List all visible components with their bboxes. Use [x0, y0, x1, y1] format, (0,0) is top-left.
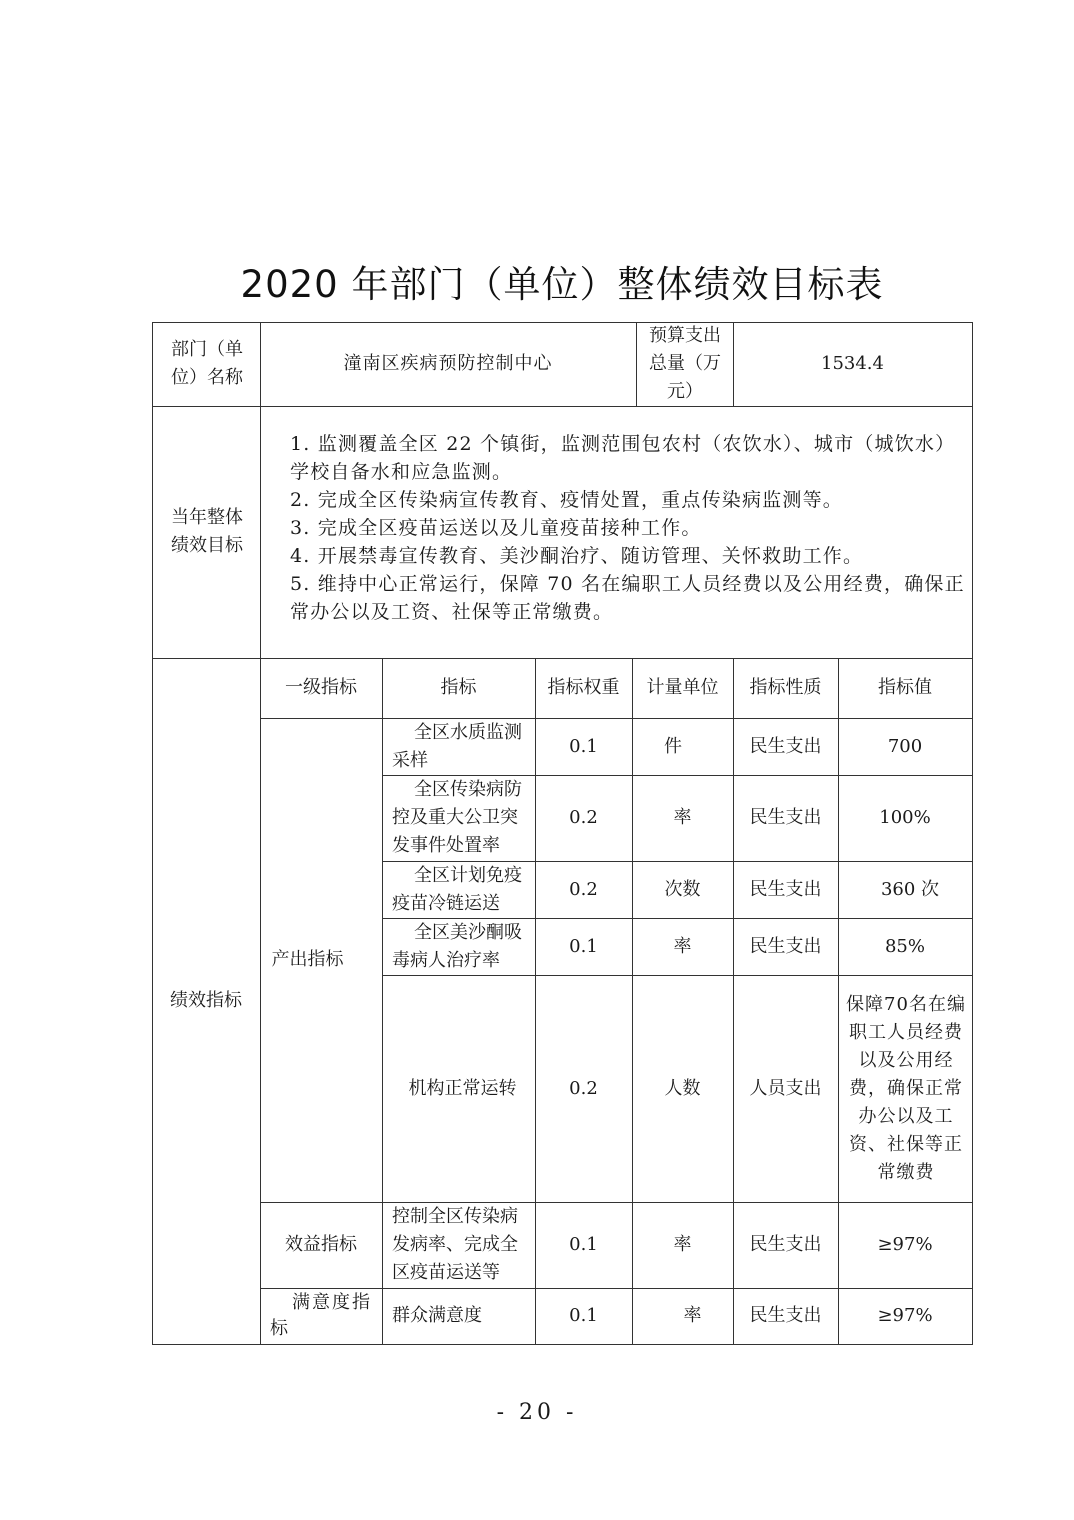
group-satisfaction: 满意度指标 [270, 1292, 372, 1339]
row-nature: 民生支出 [749, 1305, 822, 1326]
column-header: 指标权重 [547, 677, 620, 698]
row-value: 85% [884, 935, 925, 957]
row-value: ≥97% [877, 1234, 933, 1255]
row-nature: 人员支出 [749, 1077, 822, 1099]
row-nature: 民生支出 [749, 935, 822, 957]
row-indicator: 全区传染病防控及重大公卫突发事件处置率 [392, 779, 522, 856]
row-unit: 率 [673, 807, 692, 828]
page-title: 2020 年部门（单位）整体绩效目标表 [240, 263, 884, 306]
row-indicator: 控制全区传染病发病率、完成全区疫苗运送等 [392, 1206, 518, 1283]
dept-label: 部门（单位）名称 [171, 339, 243, 388]
row-weight: 0.1 [569, 935, 598, 957]
group-benefit: 效益指标 [285, 1234, 357, 1255]
row-nature: 民生支出 [749, 878, 822, 900]
row-nature: 民生支出 [749, 1234, 822, 1255]
row-weight: 0.2 [569, 807, 598, 828]
goal-item: 1. 监测覆盖全区 22 个镇街，监测范围包农村（农饮水）、城市（城饮水）学校自备水和应急监测。 [290, 433, 956, 483]
column-header: 计量单位 [646, 677, 719, 698]
budget-value: 1534.4 [821, 353, 884, 374]
row-value: 保障70名在编职工人员经费以及公用经费，确保正常办公以及工资、社保等正常缴费 [846, 993, 966, 1183]
row-indicator: 全区美沙酮吸毒病人治疗率 [392, 921, 522, 971]
column-header: 指标 [440, 677, 477, 698]
goal-item: 3. 完成全区疫苗运送以及儿童疫苗接种工作。 [290, 517, 702, 539]
indicators-label: 绩效指标 [170, 990, 242, 1011]
column-header: 一级指标 [285, 677, 357, 698]
row-nature: 民生支出 [749, 807, 822, 828]
row-value: 100% [879, 807, 931, 828]
row-weight: 0.1 [569, 1305, 598, 1326]
budget-label: 预算支出总量（万元） [649, 325, 721, 402]
row-unit: 率 [683, 1305, 702, 1326]
row-unit: 率 [673, 935, 692, 957]
goal-item: 4. 开展禁毒宣传教育、美沙酮治疗、随访管理、关怀救助工作。 [290, 545, 864, 567]
row-weight: 0.1 [569, 1234, 598, 1255]
row-unit: 次数 [664, 878, 701, 900]
dept-name: 潼南区疾病预防控制中心 [343, 353, 553, 374]
row-nature: 民生支出 [749, 735, 822, 757]
goals-label: 当年整体绩效目标 [171, 507, 243, 556]
row-indicator: 全区水质监测采样 [392, 721, 522, 771]
column-header: 指标值 [878, 677, 932, 698]
row-value: 360 次 [880, 878, 940, 900]
row-weight: 0.2 [569, 1077, 598, 1099]
row-value: 700 [887, 735, 923, 757]
row-indicator: 群众满意度 [392, 1305, 482, 1326]
row-weight: 0.1 [569, 735, 598, 757]
row-value: ≥97% [877, 1305, 933, 1326]
goals-list [290, 430, 970, 626]
row-weight: 0.2 [569, 878, 598, 900]
row-unit: 人数 [664, 1077, 701, 1099]
column-header: 指标性质 [749, 677, 822, 698]
row-indicator: 全区计划免疫疫苗冷链运送 [392, 864, 522, 914]
page-number: - 20 - [496, 1400, 578, 1425]
goal-item: 5. 维持中心正常运行，保障 70 名在编职工人员经费以及公用经费，确保正常办公以及工资、社保等正常缴费。 [290, 573, 965, 623]
goal-item: 2. 完成全区传染病宣传教育、疫情处置，重点传染病监测等。 [290, 489, 843, 511]
group-output: 产出指标 [271, 949, 344, 970]
row-unit: 件 [664, 735, 682, 757]
row-unit: 率 [673, 1234, 692, 1255]
row-indicator: 机构正常运转 [408, 1077, 517, 1099]
